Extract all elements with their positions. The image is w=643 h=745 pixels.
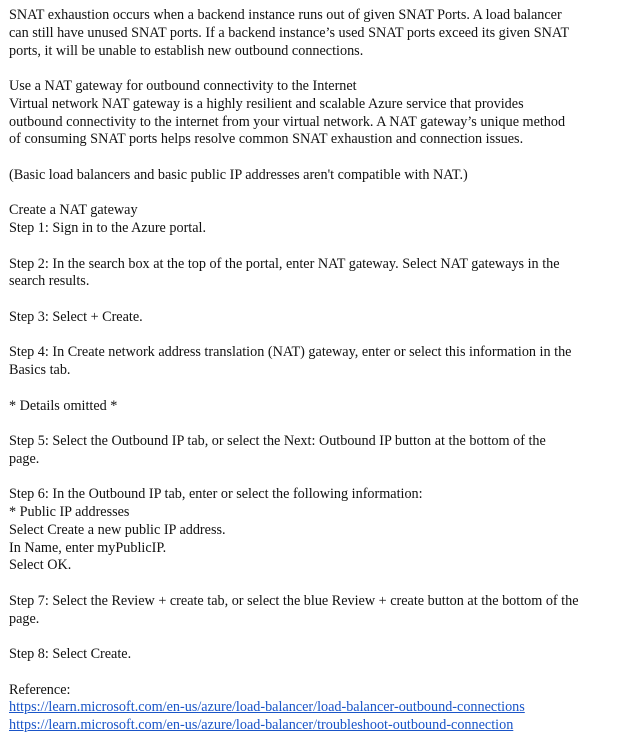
text-line: Virtual network NAT gateway is a highly resilient and scalable Azure service that provides xyxy=(9,95,524,112)
paragraph-spacer xyxy=(9,469,643,487)
reference-section xyxy=(9,682,643,735)
text-line: SNAT exhaustion occurs when a backend instance runs out of given SNAT Ports. A load balancer xyxy=(9,7,562,23)
text-line: Step 7: Select the Review + create tab, or select the blue Review + create button at the bottom of the xyxy=(9,592,579,609)
paragraph xyxy=(9,309,643,327)
paragraph-spacer xyxy=(9,60,643,78)
text-line: * Details omitted * xyxy=(9,397,118,414)
paragraph xyxy=(9,202,643,238)
paragraph xyxy=(9,256,643,292)
paragraph xyxy=(9,167,643,185)
paragraph xyxy=(9,398,643,416)
paragraph-spacer xyxy=(9,185,643,203)
reference-link[interactable]: https://learn.microsoft.com/en-us/azure/load-balancer/load-balancer-outbound-connections xyxy=(9,699,525,716)
paragraph-spacer xyxy=(9,291,643,309)
text-line: Step 2: In the search box at the top of the portal, enter NAT gateway. Select NAT gateways in the xyxy=(9,255,560,272)
paragraph-spacer xyxy=(9,327,643,345)
text-line: search results. xyxy=(9,273,90,290)
paragraph-spacer xyxy=(9,628,643,646)
text-line: Select OK. xyxy=(9,557,72,574)
paragraph-spacer xyxy=(9,238,643,256)
text-line: Step 3: Select + Create. xyxy=(9,308,143,325)
reference-label: Reference: xyxy=(9,681,71,698)
text-line: outbound connectivity to the internet from your virtual network. A NAT gateway’s unique method xyxy=(9,113,566,130)
paragraph-spacer xyxy=(9,380,643,398)
paragraph xyxy=(9,78,643,149)
reference-link[interactable]: https://learn.microsoft.com/en-us/azure/load-balancer/troubleshoot-outbound-connection xyxy=(9,717,514,733)
text-line: page. xyxy=(9,610,40,627)
paragraph-spacer xyxy=(9,664,643,682)
text-line: Step 1: Sign in to the Azure portal. xyxy=(9,220,207,236)
text-line: Select Create a new public IP address. xyxy=(9,521,226,538)
text-line: Step 8: Select Create. xyxy=(9,646,132,662)
text-line: ports, it will be unable to establish new outbound connections. xyxy=(9,42,364,59)
text-line: Use a NAT gateway for outbound connectivity to the Internet xyxy=(9,78,357,94)
paragraph xyxy=(9,433,643,469)
text-line: Step 5: Select the Outbound IP tab, or select the Next: Outbound IP button at the bottom of the xyxy=(9,433,546,449)
reference-link-line xyxy=(9,699,643,717)
text-line: Basics tab. xyxy=(9,362,71,378)
text-line: of consuming SNAT ports helps resolve common SNAT exhaustion and connection issues. xyxy=(9,131,524,148)
text-line: Step 4: In Create network address translation (NAT) gateway, enter or select this information in the xyxy=(9,344,572,361)
paragraph xyxy=(9,646,643,664)
paragraph xyxy=(9,593,643,629)
paragraph xyxy=(9,344,643,380)
text-line: Create a NAT gateway xyxy=(9,202,138,219)
paragraph-spacer xyxy=(9,415,643,433)
paragraph xyxy=(9,486,643,575)
text-line: (Basic load balancers and basic public IP addresses aren't compatible with NAT.) xyxy=(9,166,468,183)
paragraph xyxy=(9,7,643,60)
text-line: can still have unused SNAT ports. If a backend instance’s used SNAT ports exceed its given SNAT xyxy=(9,24,570,41)
text-line: page. xyxy=(9,450,40,467)
paragraph-spacer xyxy=(9,149,643,167)
text-line: * Public IP addresses xyxy=(9,504,130,520)
reference-link-line xyxy=(9,717,643,735)
text-line: In Name, enter myPublicIP. xyxy=(9,539,167,556)
paragraph-spacer xyxy=(9,575,643,593)
text-line: Step 6: In the Outbound IP tab, enter or select the following information: xyxy=(9,486,423,503)
